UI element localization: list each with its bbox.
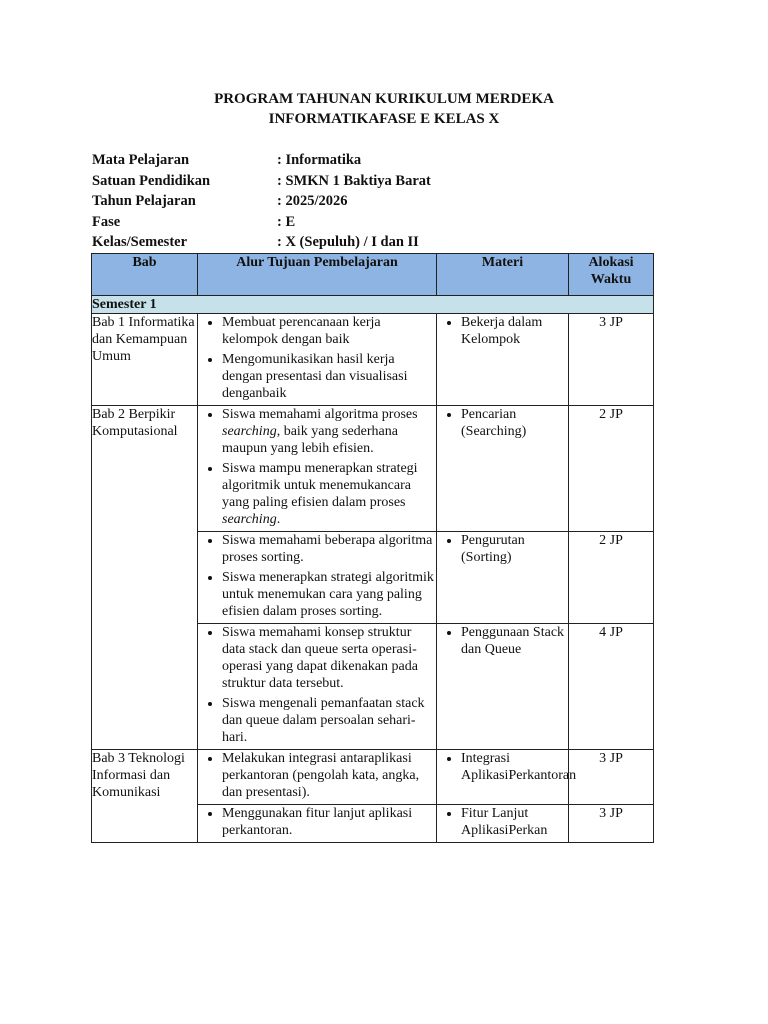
materi-cell	[437, 805, 569, 843]
materi-item: • Penggunaan Stack dan Queue	[461, 624, 568, 658]
bab-cell: Bab 2 Berpikir Komputasional	[92, 406, 198, 750]
header-atp: Alur Tujuan Pembelajaran	[198, 254, 437, 296]
atp-cell	[198, 750, 437, 805]
table-row	[92, 406, 654, 532]
materi-cell	[437, 406, 569, 532]
materi-item: • Pengurutan (Sorting)	[461, 532, 568, 566]
table-header-row	[92, 254, 654, 296]
header-alokasi: Alokasi Waktu	[569, 254, 654, 296]
atp-item: • Siswa memahami beberapa algoritma proses sorting.	[222, 532, 436, 566]
identity-label: Mata Pelajaran	[92, 152, 190, 168]
atp-item: • Mengomunikasikan hasil kerja dengan presentasi dan visualisasi denganbaik	[222, 351, 436, 402]
alokasi-cell: 2 JP	[569, 532, 654, 624]
document-title-line2: INFORMATIKAFASE E KELAS X	[268, 111, 500, 127]
identity-value: : X (Sepuluh) / I dan II	[277, 234, 419, 250]
materi-cell	[437, 314, 569, 406]
materi-cell	[437, 624, 569, 750]
materi-item: • Fitur Lanjut AplikasiPerkan	[461, 805, 568, 839]
identity-value: : Informatika	[277, 152, 362, 168]
materi-cell	[437, 532, 569, 624]
identity-row	[92, 212, 652, 233]
semester-row	[92, 296, 654, 314]
materi-item: • Integrasi AplikasiPerkantoran	[461, 750, 568, 784]
table-row	[92, 750, 654, 805]
atp-item: • Siswa memahami konsep struktur data stack dan queue serta operasi-operasi yang dapat dikenakan pada struktur data tersebut.	[222, 624, 436, 692]
atp-item: • Siswa mengenali pemanfaatan stack dan queue dalam persoalan sehari-hari.	[222, 695, 436, 746]
atp-item: • Menggunakan fitur lanjut aplikasi perkantoran.	[222, 805, 436, 839]
identity-value: : SMKN 1 Baktiya Barat	[277, 172, 431, 189]
identity-value: : E	[277, 213, 296, 230]
bab-cell: Bab 3 Teknologi Informasi dan Komunikasi	[92, 750, 198, 843]
atp-item: • Siswa menerapkan strategi algoritmik untuk menemukan cara yang paling efisien dalam proses sorting.	[222, 569, 436, 620]
materi-item: • Pencarian (Searching)	[461, 406, 568, 440]
identity-label: Tahun Pelajaran	[92, 193, 196, 209]
identity-label: Fase	[92, 213, 121, 230]
alokasi-cell: 3 JP	[569, 750, 654, 805]
atp-item: • Melakukan integrasi antaraplikasi perkantoran (pengolah kata, angka, dan presentasi).	[222, 750, 436, 801]
atp-cell	[198, 805, 437, 843]
document-title-line1: PROGRAM TAHUNAN KURIKULUM MERDEKA	[214, 91, 554, 107]
bab-cell: Bab 1 Informatika dan Kemampuan Umum	[92, 314, 198, 406]
annual-program-table	[91, 253, 654, 843]
atp-cell	[198, 314, 437, 406]
identity-row	[92, 150, 652, 171]
header-bab: Bab	[92, 254, 198, 296]
alokasi-cell: 3 JP	[569, 314, 654, 406]
materi-item: • Bekerja dalam Kelompok	[461, 314, 568, 348]
atp-cell	[198, 406, 437, 532]
identity-value: : 2025/2026	[277, 193, 348, 209]
identity-label: Kelas/Semester	[92, 234, 188, 250]
identity-row	[92, 191, 652, 212]
alokasi-cell: 3 JP	[569, 805, 654, 843]
atp-item: • Siswa mampu menerapkan strategi algoritmik untuk menemukancara yang paling efisien dalam proses searching.	[222, 460, 436, 528]
semester-label: Semester 1	[92, 296, 654, 314]
identity-block	[92, 150, 652, 253]
atp-cell	[198, 532, 437, 624]
identity-label: Satuan Pendidikan	[92, 172, 211, 189]
identity-row	[92, 171, 652, 192]
alokasi-cell: 4 JP	[569, 624, 654, 750]
header-materi: Materi	[437, 254, 569, 296]
atp-item: • Membuat perencanaan kerja kelompok dengan baik	[222, 314, 436, 348]
atp-item: • Siswa memahami algoritma proses searching, baik yang sederhana maupun yang lebih efisien.	[222, 406, 436, 457]
alokasi-cell: 2 JP	[569, 406, 654, 532]
table-row	[92, 314, 654, 406]
identity-row	[92, 232, 652, 253]
materi-cell	[437, 750, 577, 805]
atp-cell	[198, 624, 437, 750]
